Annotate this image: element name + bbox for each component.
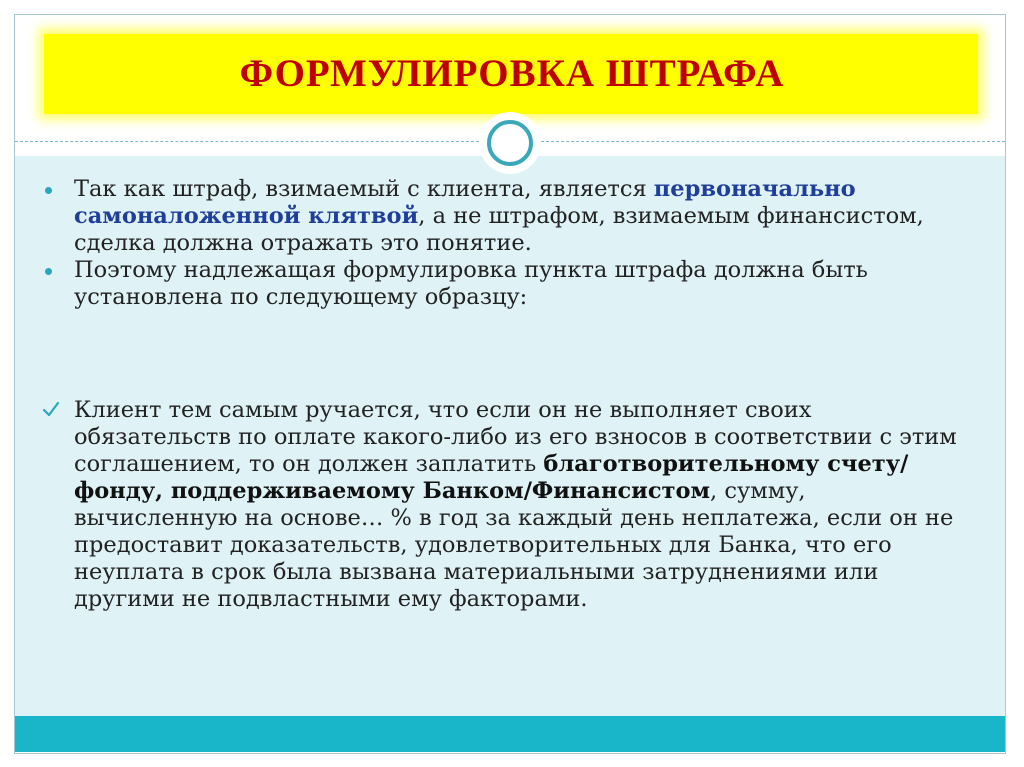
check-list [42,397,972,613]
bullet-dot-icon [45,187,52,194]
check-item-emphasis: благотворительному счету/фонду, поддерживаемому Банком/Финансистом [74,451,909,504]
bullet-list [42,176,972,311]
bullet-1-part-1: Так как штраф, взимаемый с клиента, является [74,176,654,202]
check-item-part-3: , сумму, вычисленную на основе… % в год за каждый день неплатежа, если он не предоставит доказательств, удовлетворительных для Банка, что его неуплата в срок была вызвана материальными затруднениями или другими не подвластными ему факторами. [74,478,954,612]
slide-title: ФОРМУЛИРОВКА ШТРАФА [239,52,785,95]
checkmark-icon [42,400,60,418]
check-item-part-1: Клиент тем самым ручается, что если он не выполняет своих обязательств по оплате какого-либо из его взносов в соответствии с этим соглашением, то он должен заплатить [74,397,957,477]
circle-ornament-icon [479,112,541,174]
circle-ring-icon [487,120,533,166]
bullet-1-emphasis: первоначально самоналоженной клятвой [74,176,856,229]
bullet-item-1 [42,176,972,257]
bottom-accent-bar [15,716,1005,752]
bullet-dot-icon [45,268,52,275]
bullet-2-text: Поэтому надлежащая формулировка пункта штрафа должна быть установлена по следующему образцу: [74,257,868,310]
bullet-item-2 [42,257,972,311]
bullet-1-part-3: , а не штрафом, взимаемым финансистом, сделка должна отражать это понятие. [74,203,924,256]
check-item [42,397,972,613]
